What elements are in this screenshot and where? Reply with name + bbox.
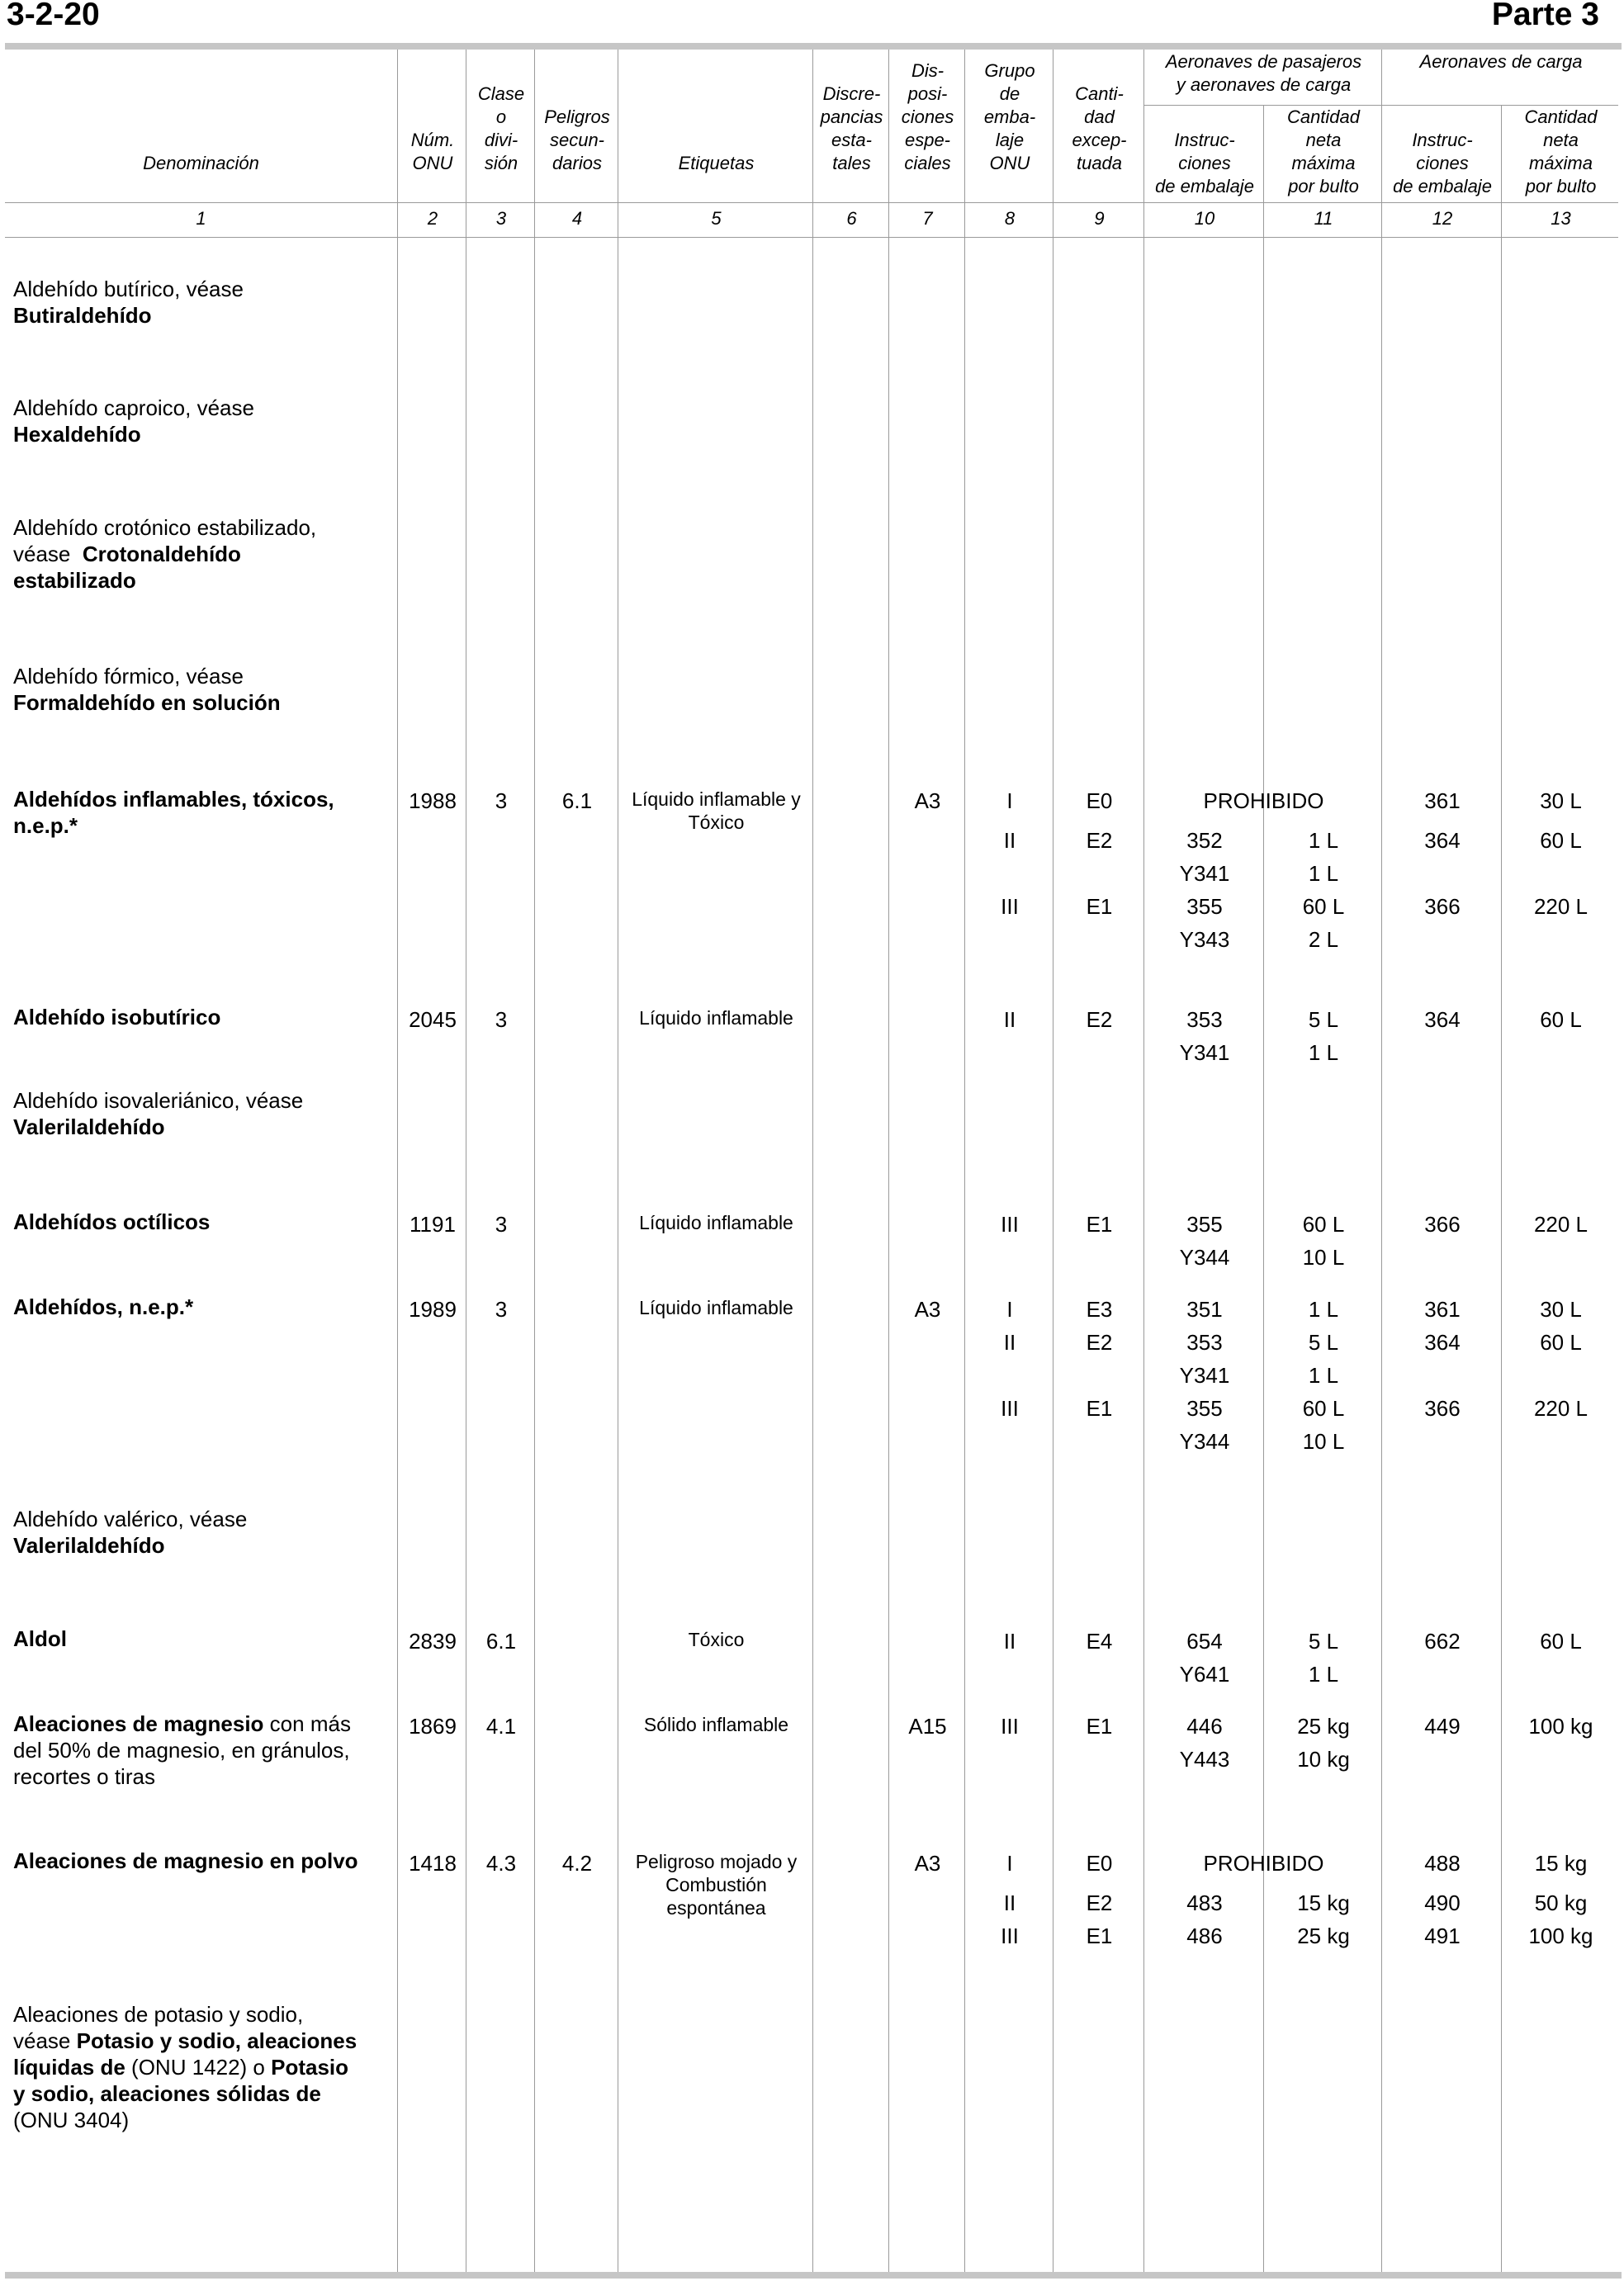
col-header-denominacion: Denominación	[143, 153, 259, 173]
col-header-clase: Clase o divi- sión	[477, 83, 525, 173]
top-rule	[5, 43, 1622, 50]
col-header-grupo: Grupo de emba- laje ONU	[983, 60, 1036, 173]
prohibited-label: PROHIBIDO	[1203, 1851, 1324, 1876]
cross-reference: Crotonaldehído	[82, 542, 241, 566]
entry-hexaldehido: Aldehído caproico, véase Hexaldehído	[13, 395, 254, 447]
col-header-peligros: Peligros secun- darios	[544, 106, 610, 173]
col-header-disposiciones: Dis- posi- ciones espe- ciales	[901, 60, 954, 173]
cross-reference: Potasio y sodio, aleaciones	[76, 2028, 357, 2053]
bottom-rule	[5, 2272, 1622, 2279]
col-header-cantidad-carga: Cantidad neta máxima por bulto	[1524, 106, 1598, 196]
cross-reference: Valerilaldehído	[13, 1114, 165, 1139]
col-header-discrepancias: Discre- pancias esta- tales	[820, 83, 883, 173]
entry-isovalerianico: Aldehído isovaleriánico, véase Valerilaldehído	[13, 1088, 304, 1139]
page-number: 3-2-20	[7, 0, 100, 32]
col-header-instrucciones-pax: Instruc- ciones de embalaje	[1155, 130, 1254, 196]
entry-potasio-sodio: Aleaciones de potasio y sodio, véase Potasio y sodio, aleaciones líquidas de (ONU 1422) o Potasio y sodio, aleaciones sólidas de (ONU 3404)	[13, 2002, 357, 2132]
col-header-etiquetas: Etiquetas	[678, 153, 755, 173]
col-header-carga-group: Aeronaves de carga	[1419, 51, 1583, 72]
entry-butiraldehido: Aldehído butírico, véase Butiraldehído	[13, 277, 244, 328]
cross-reference: Potasio	[271, 2055, 349, 2080]
part-label: Parte 3	[1491, 0, 1599, 32]
col-header-instrucciones-carga: Instruc- ciones de embalaje	[1393, 130, 1492, 196]
cross-reference: Butiraldehído	[13, 303, 152, 328]
entry-valerico: Aldehído valérico, véase Valerilaldehído	[13, 1507, 248, 1558]
col-header-cantidad-exceptuada: Canti- dad excep- tuada	[1072, 83, 1127, 173]
col-header-pasajeros-group: Aeronaves de pasajeros y aeronaves de carga	[1165, 51, 1362, 95]
entry-crotonaldehido: Aldehído crotónico estabilizado, véase Crotonaldehído estabilizado	[13, 515, 317, 593]
prohibited-label: PROHIBIDO	[1203, 788, 1324, 813]
cross-reference: Hexaldehído	[13, 422, 141, 447]
col-header-num-onu: Núm. ONU	[410, 130, 455, 173]
entry-formaldehido: Aldehído fórmico, véase Formaldehído en solución	[13, 664, 281, 715]
cross-reference: Formaldehído en solución	[13, 690, 281, 715]
col-header-cantidad-pax: Cantidad neta máxima por bulto	[1286, 106, 1361, 196]
cross-reference: Valerilaldehído	[13, 1533, 165, 1558]
